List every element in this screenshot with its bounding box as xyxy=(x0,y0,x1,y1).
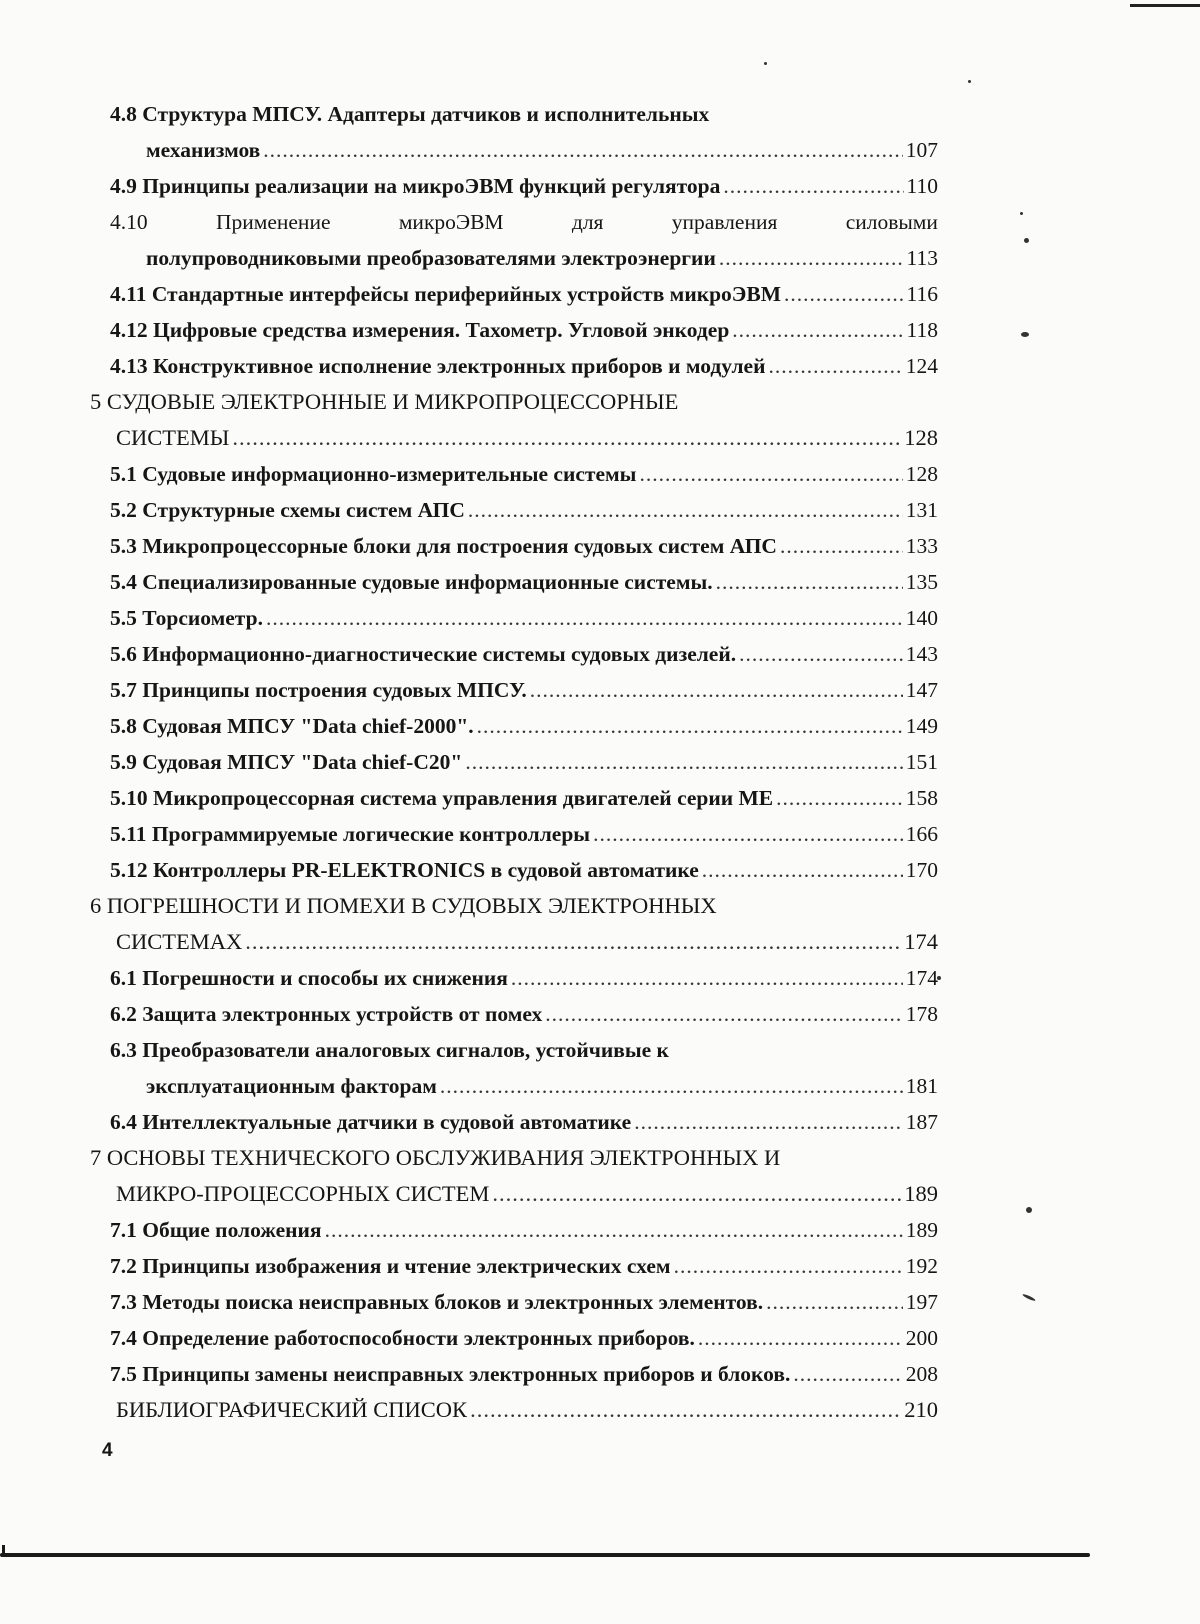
toc-dot-leader xyxy=(440,1068,903,1104)
toc-entry-label: СИСТЕМЫ xyxy=(116,420,229,456)
toc-entry-word: Применение xyxy=(216,204,331,240)
scanned-page xyxy=(0,0,1200,1624)
toc-page-number: 140 xyxy=(906,600,938,636)
toc-page-number: 149 xyxy=(906,708,938,744)
toc-page-number: 135 xyxy=(906,564,938,600)
toc-dot-leader xyxy=(468,492,903,528)
toc-entry-line xyxy=(110,132,938,168)
toc-dot-leader xyxy=(232,420,901,456)
toc-dot-leader xyxy=(634,1104,903,1140)
toc-section-entry xyxy=(108,960,938,996)
toc-section-entry xyxy=(108,348,938,384)
toc-section-entry xyxy=(108,816,938,852)
toc-entry-word: силовыми xyxy=(846,204,938,240)
toc-entry-line xyxy=(90,1176,938,1212)
toc-section-entry xyxy=(108,528,938,564)
toc-section-entry xyxy=(108,276,938,312)
toc-page-number: 181 xyxy=(906,1068,938,1104)
toc-entry-line xyxy=(110,1212,938,1248)
toc-entry-title-first-line: 4.8 Структура МПСУ. Адаптеры датчиков и исполнительных xyxy=(110,96,938,132)
toc-dot-leader xyxy=(793,1356,902,1392)
toc-section-entry xyxy=(108,492,938,528)
page-number: 4 xyxy=(102,1440,113,1462)
toc-section-entry xyxy=(108,456,938,492)
toc-entry-label: полупроводниковыми преобразователями электроэнергии xyxy=(146,240,716,276)
toc-entry-label: 4.13 Конструктивное исполнение электронных приборов и модулей xyxy=(110,348,765,384)
toc-page-number: 170 xyxy=(906,852,938,888)
toc-entry-label: 5.2 Структурные схемы систем АПС xyxy=(110,492,465,528)
toc-entry-line xyxy=(110,1284,938,1320)
toc-entry-label: 7.3 Методы поиска неисправных блоков и электронных элементов. xyxy=(110,1284,763,1320)
toc-entry-title-first-line: 5 СУДОВЫЕ ЭЛЕКТРОННЫЕ И МИКРОПРОЦЕССОРНЫЕ xyxy=(90,384,938,420)
toc-dot-leader xyxy=(698,1320,903,1356)
toc-entry-line xyxy=(110,816,938,852)
toc-section-entry xyxy=(108,996,938,1032)
toc-entry-line xyxy=(110,456,938,492)
toc-dot-leader xyxy=(784,276,904,312)
scan-speck xyxy=(1024,238,1029,243)
toc-dot-leader xyxy=(245,924,901,960)
scan-speck xyxy=(764,62,767,65)
toc-entry-label: 7.5 Принципы замены неисправных электронных приборов и блоков. xyxy=(110,1356,790,1392)
toc-entry-line xyxy=(110,1104,938,1140)
toc-section-entry xyxy=(108,168,938,204)
toc-dot-leader xyxy=(723,168,903,204)
table-of-contents xyxy=(108,96,938,1428)
toc-dot-leader xyxy=(719,240,904,276)
bottom-rule xyxy=(0,1553,1090,1557)
toc-entry-label: 6.4 Интеллектуальные датчики в судовой автоматике xyxy=(110,1104,631,1140)
top-edge-mark xyxy=(1130,4,1200,7)
toc-dot-leader xyxy=(716,564,903,600)
toc-entry-label: СИСТЕМАХ xyxy=(116,924,242,960)
toc-entry-label: 5.3 Микропроцессорные блоки для построения судовых систем АПС xyxy=(110,528,777,564)
toc-entry-line xyxy=(110,1320,938,1356)
toc-section-entry xyxy=(108,708,938,744)
toc-entry-label: 5.5 Торсиометр. xyxy=(110,600,263,636)
scan-speck xyxy=(1020,212,1023,215)
toc-entry-label: 6.1 Погрешности и способы их снижения xyxy=(110,960,508,996)
toc-entry-line xyxy=(90,1392,938,1428)
toc-entry-line xyxy=(110,1356,938,1392)
toc-chapter-entry xyxy=(90,888,938,960)
toc-page-number: 131 xyxy=(906,492,938,528)
toc-page-number: 147 xyxy=(906,672,938,708)
toc-dot-leader xyxy=(766,1284,903,1320)
toc-entry-label: 5.12 Контроллеры PR-ELEKTRONICS в судовой автоматике xyxy=(110,852,699,888)
toc-section-entry xyxy=(108,852,938,888)
toc-dot-leader xyxy=(639,456,902,492)
toc-entry-line xyxy=(110,1248,938,1284)
toc-entry-word: 4.10 xyxy=(110,204,148,240)
toc-entry-word: микроЭВМ xyxy=(399,204,504,240)
toc-entry-label: 5.6 Информационно-диагностические системы судовых дизелей. xyxy=(110,636,736,672)
toc-entry-word: для xyxy=(572,204,604,240)
toc-entry-label: 5.4 Специализированные судовые информационные системы. xyxy=(110,564,713,600)
scan-speck xyxy=(968,80,971,83)
toc-entry-line xyxy=(110,240,938,276)
scan-speck xyxy=(937,976,941,980)
toc-entry-label: 5.8 Судовая МПСУ "Data chief-2000". xyxy=(110,708,474,744)
toc-section-entry xyxy=(108,672,938,708)
toc-entry-label: 4.12 Цифровые средства измерения. Тахометр. Угловой энкодер xyxy=(110,312,729,348)
toc-entry-label: эксплуатационным факторам xyxy=(146,1068,437,1104)
toc-section-entry xyxy=(108,564,938,600)
toc-section-entry xyxy=(108,312,938,348)
scan-speck xyxy=(1022,1293,1036,1302)
toc-entry-label: 7.1 Общие положения xyxy=(110,1212,322,1248)
toc-page-number: 208 xyxy=(906,1356,938,1392)
toc-entry-label: 7.2 Принципы изображения и чтение электрических схем xyxy=(110,1248,671,1284)
toc-entry-line xyxy=(110,672,938,708)
toc-section-entry xyxy=(108,1032,938,1104)
toc-entry-label: БИБЛИОГРАФИЧЕСКИЙ СПИСОК xyxy=(116,1392,467,1428)
toc-chapter-entry xyxy=(90,1140,938,1212)
scan-speck xyxy=(1026,1207,1032,1213)
toc-page-number: 158 xyxy=(906,780,938,816)
toc-entry-line xyxy=(110,780,938,816)
toc-dot-leader xyxy=(732,312,903,348)
toc-page-number: 118 xyxy=(907,312,938,348)
toc-page-number: 107 xyxy=(906,132,938,168)
toc-section-entry xyxy=(108,636,938,672)
toc-dot-leader xyxy=(492,1176,901,1212)
toc-entry-line xyxy=(110,960,938,996)
toc-dot-leader xyxy=(511,960,903,996)
toc-page-number: 133 xyxy=(906,528,938,564)
toc-entry-line xyxy=(110,1068,938,1104)
toc-entry-label: 5.7 Принципы построения судовых МПСУ. xyxy=(110,672,527,708)
toc-entry-label: 5.11 Программируемые логические контроллеры xyxy=(110,816,590,852)
toc-dot-leader xyxy=(702,852,903,888)
toc-dot-leader xyxy=(477,708,903,744)
toc-entry-line xyxy=(110,312,938,348)
toc-entry-label: МИКРО-ПРОЦЕССОРНЫХ СИСТЕМ xyxy=(116,1176,489,1212)
toc-page-number: 210 xyxy=(904,1392,938,1428)
toc-entry-word: управления xyxy=(672,204,778,240)
toc-page-number: 174 xyxy=(904,924,938,960)
toc-section-entry xyxy=(108,1356,938,1392)
toc-section-entry xyxy=(108,1212,938,1248)
toc-dot-leader xyxy=(530,672,903,708)
toc-entry-label: механизмов xyxy=(146,132,260,168)
toc-entry-title-first-line: 6 ПОГРЕШНОСТИ И ПОМЕХИ В СУДОВЫХ ЭЛЕКТРОННЫХ xyxy=(90,888,938,924)
toc-entry-label: 5.9 Судовая МПСУ "Data chief-C20" xyxy=(110,744,462,780)
toc-dot-leader xyxy=(593,816,903,852)
toc-page-number: 174 xyxy=(906,960,938,996)
toc-dot-leader xyxy=(465,744,902,780)
toc-entry-label: 4.9 Принципы реализации на микроЭВМ функций регулятора xyxy=(110,168,720,204)
toc-entry-line xyxy=(110,600,938,636)
toc-section-entry xyxy=(108,780,938,816)
toc-entry-line xyxy=(110,348,938,384)
toc-section-entry xyxy=(108,1284,938,1320)
toc-page-number: 128 xyxy=(906,456,938,492)
toc-entry-line xyxy=(110,564,938,600)
toc-dot-leader xyxy=(266,600,903,636)
toc-entry-label: 4.11 Стандартные интерфейсы периферийных устройств микроЭВМ xyxy=(110,276,781,312)
toc-section-entry xyxy=(108,1104,938,1140)
toc-section-entry xyxy=(108,744,938,780)
toc-chapter-entry xyxy=(90,384,938,456)
toc-entry-title-first-line: 7 ОСНОВЫ ТЕХНИЧЕСКОГО ОБСЛУЖИВАНИЯ ЭЛЕКТРОННЫХ И xyxy=(90,1140,938,1176)
toc-entry-line xyxy=(90,924,938,960)
toc-dot-leader xyxy=(263,132,902,168)
toc-page-number: 110 xyxy=(907,168,938,204)
toc-entry-line xyxy=(110,996,938,1032)
toc-entry-line xyxy=(110,636,938,672)
toc-entry-title-first-line: 6.3 Преобразователи аналоговых сигналов, устойчивые к xyxy=(110,1032,938,1068)
toc-page-number: 192 xyxy=(906,1248,938,1284)
toc-section-entry xyxy=(108,1248,938,1284)
toc-page-number: 151 xyxy=(906,744,938,780)
toc-entry-line xyxy=(90,420,938,456)
toc-entry-label: 6.2 Защита электронных устройств от помех xyxy=(110,996,542,1032)
toc-entry-line xyxy=(110,528,938,564)
scan-speck xyxy=(1021,332,1029,337)
toc-page-number: 187 xyxy=(906,1104,938,1140)
toc-entry-title-first-line xyxy=(110,204,938,240)
toc-chapter-entry xyxy=(90,1392,938,1428)
toc-entry-line xyxy=(110,492,938,528)
toc-page-number: 113 xyxy=(907,240,938,276)
toc-dot-leader xyxy=(768,348,902,384)
toc-page-number: 197 xyxy=(906,1284,938,1320)
toc-page-number: 143 xyxy=(906,636,938,672)
toc-dot-leader xyxy=(545,996,903,1032)
toc-entry-line xyxy=(110,276,938,312)
toc-page-number: 200 xyxy=(906,1320,938,1356)
toc-entry-line xyxy=(110,852,938,888)
toc-page-number: 166 xyxy=(906,816,938,852)
toc-entry-label: 5.10 Микропроцессорная система управления двигателей серии ME xyxy=(110,780,773,816)
toc-section-entry xyxy=(108,600,938,636)
toc-entry-line xyxy=(110,744,938,780)
toc-section-entry xyxy=(108,204,938,276)
toc-page-number: 124 xyxy=(906,348,938,384)
toc-page-number: 128 xyxy=(904,420,938,456)
toc-entry-label: 7.4 Определение работоспособности электронных приборов. xyxy=(110,1320,695,1356)
toc-dot-leader xyxy=(780,528,903,564)
toc-dot-leader xyxy=(470,1392,901,1428)
toc-entry-line xyxy=(110,708,938,744)
toc-dot-leader xyxy=(739,636,903,672)
toc-entry-line xyxy=(110,168,938,204)
toc-page-number: 178 xyxy=(906,996,938,1032)
toc-dot-leader xyxy=(325,1212,903,1248)
toc-entry-label: 5.1 Судовые информационно-измерительные системы xyxy=(110,456,636,492)
toc-section-entry xyxy=(108,1320,938,1356)
toc-section-entry xyxy=(108,96,938,168)
toc-page-number: 189 xyxy=(906,1212,938,1248)
toc-dot-leader xyxy=(776,780,903,816)
toc-dot-leader xyxy=(674,1248,903,1284)
toc-page-number: 189 xyxy=(904,1176,938,1212)
toc-page-number: 116 xyxy=(907,276,938,312)
